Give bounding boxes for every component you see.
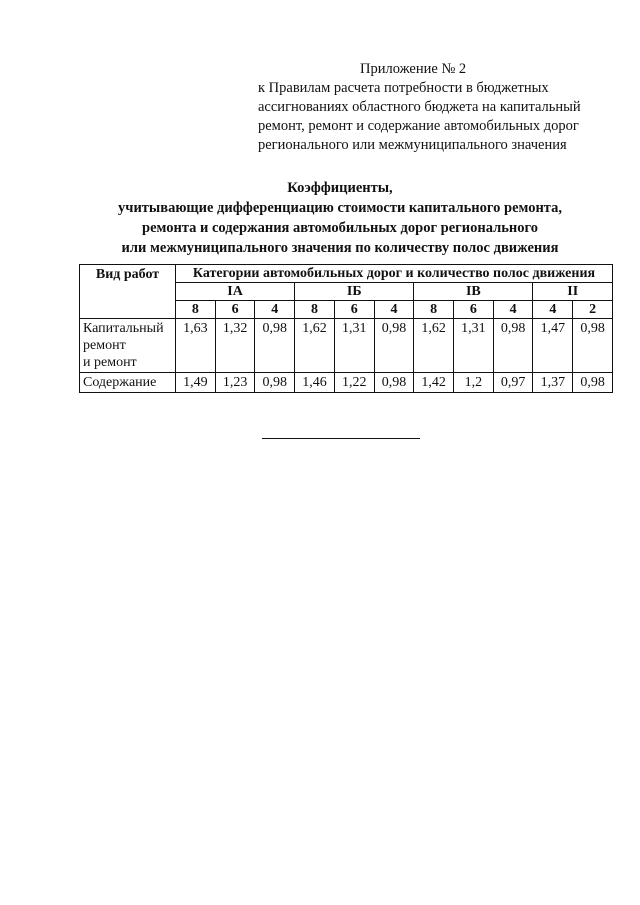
value-cell: 1,42 xyxy=(414,373,454,393)
category-iv: IВ xyxy=(414,283,533,301)
lanes-cell: 6 xyxy=(334,301,374,319)
lanes-cell: 6 xyxy=(215,301,255,319)
value-cell: 0,98 xyxy=(573,319,613,373)
work-type-line: и ремонт xyxy=(83,355,137,370)
heading-line: учитывающие дифференциацию стоимости капитального ремонта, xyxy=(118,200,562,216)
category-ii: II xyxy=(533,283,613,301)
work-type-header: Вид работ xyxy=(80,265,176,319)
document-heading xyxy=(60,178,620,258)
appendix-line: ассигнованиях областного бюджета на капитальный xyxy=(258,99,581,115)
value-cell: 1,49 xyxy=(176,373,216,393)
appendix-line: к Правилам расчета потребности в бюджетных xyxy=(258,80,549,96)
heading-line: Коэффициенты, xyxy=(287,180,393,196)
categories-header: Категории автомобильных дорог и количество полос движения xyxy=(176,265,613,283)
appendix-block xyxy=(258,60,628,155)
value-cell: 1,31 xyxy=(454,319,494,373)
lanes-cell: 4 xyxy=(255,301,295,319)
value-cell: 1,47 xyxy=(533,319,573,373)
closing-divider xyxy=(262,438,420,439)
table-row-maintenance xyxy=(80,373,613,393)
heading-line: ремонта и содержания автомобильных дорог регионального xyxy=(142,220,538,236)
value-cell: 0,98 xyxy=(374,373,414,393)
value-cell: 0,97 xyxy=(493,373,533,393)
lanes-cell: 6 xyxy=(454,301,494,319)
value-cell: 1,63 xyxy=(176,319,216,373)
value-cell: 1,32 xyxy=(215,319,255,373)
appendix-line: ремонт, ремонт и содержание автомобильных дорог xyxy=(258,118,579,134)
lanes-cell: 4 xyxy=(533,301,573,319)
lanes-cell: 8 xyxy=(414,301,454,319)
heading-line: или межмуниципального значения по количеству полос движения xyxy=(121,240,559,256)
value-cell: 1,2 xyxy=(454,373,494,393)
lanes-cell: 4 xyxy=(493,301,533,319)
value-cell: 0,98 xyxy=(573,373,613,393)
value-cell: 0,98 xyxy=(493,319,533,373)
value-cell: 1,37 xyxy=(533,373,573,393)
value-cell: 1,23 xyxy=(215,373,255,393)
value-cell: 1,31 xyxy=(334,319,374,373)
value-cell: 0,98 xyxy=(255,319,295,373)
value-cell: 1,22 xyxy=(334,373,374,393)
work-type-line: ремонт xyxy=(83,338,126,353)
lanes-cell: 8 xyxy=(295,301,335,319)
value-cell: 1,62 xyxy=(414,319,454,373)
value-cell: 1,46 xyxy=(295,373,335,393)
lanes-cell: 8 xyxy=(176,301,216,319)
appendix-line: регионального или межмуниципального значения xyxy=(258,137,567,153)
appendix-title: Приложение № 2 xyxy=(360,61,467,77)
lanes-cell: 4 xyxy=(374,301,414,319)
work-type-line: Содержание xyxy=(83,375,157,390)
header-row-categories xyxy=(80,265,613,283)
work-type-cell xyxy=(80,319,176,373)
work-type-line: Капитальный xyxy=(83,321,164,336)
lanes-cell: 2 xyxy=(573,301,613,319)
value-cell: 0,98 xyxy=(255,373,295,393)
value-cell: 1,62 xyxy=(295,319,335,373)
category-ia: IA xyxy=(176,283,295,301)
category-ib: IБ xyxy=(295,283,414,301)
value-cell: 0,98 xyxy=(374,319,414,373)
table-row-capital-repair xyxy=(80,319,613,373)
coefficients-table xyxy=(79,264,613,393)
work-type-cell xyxy=(80,373,176,393)
